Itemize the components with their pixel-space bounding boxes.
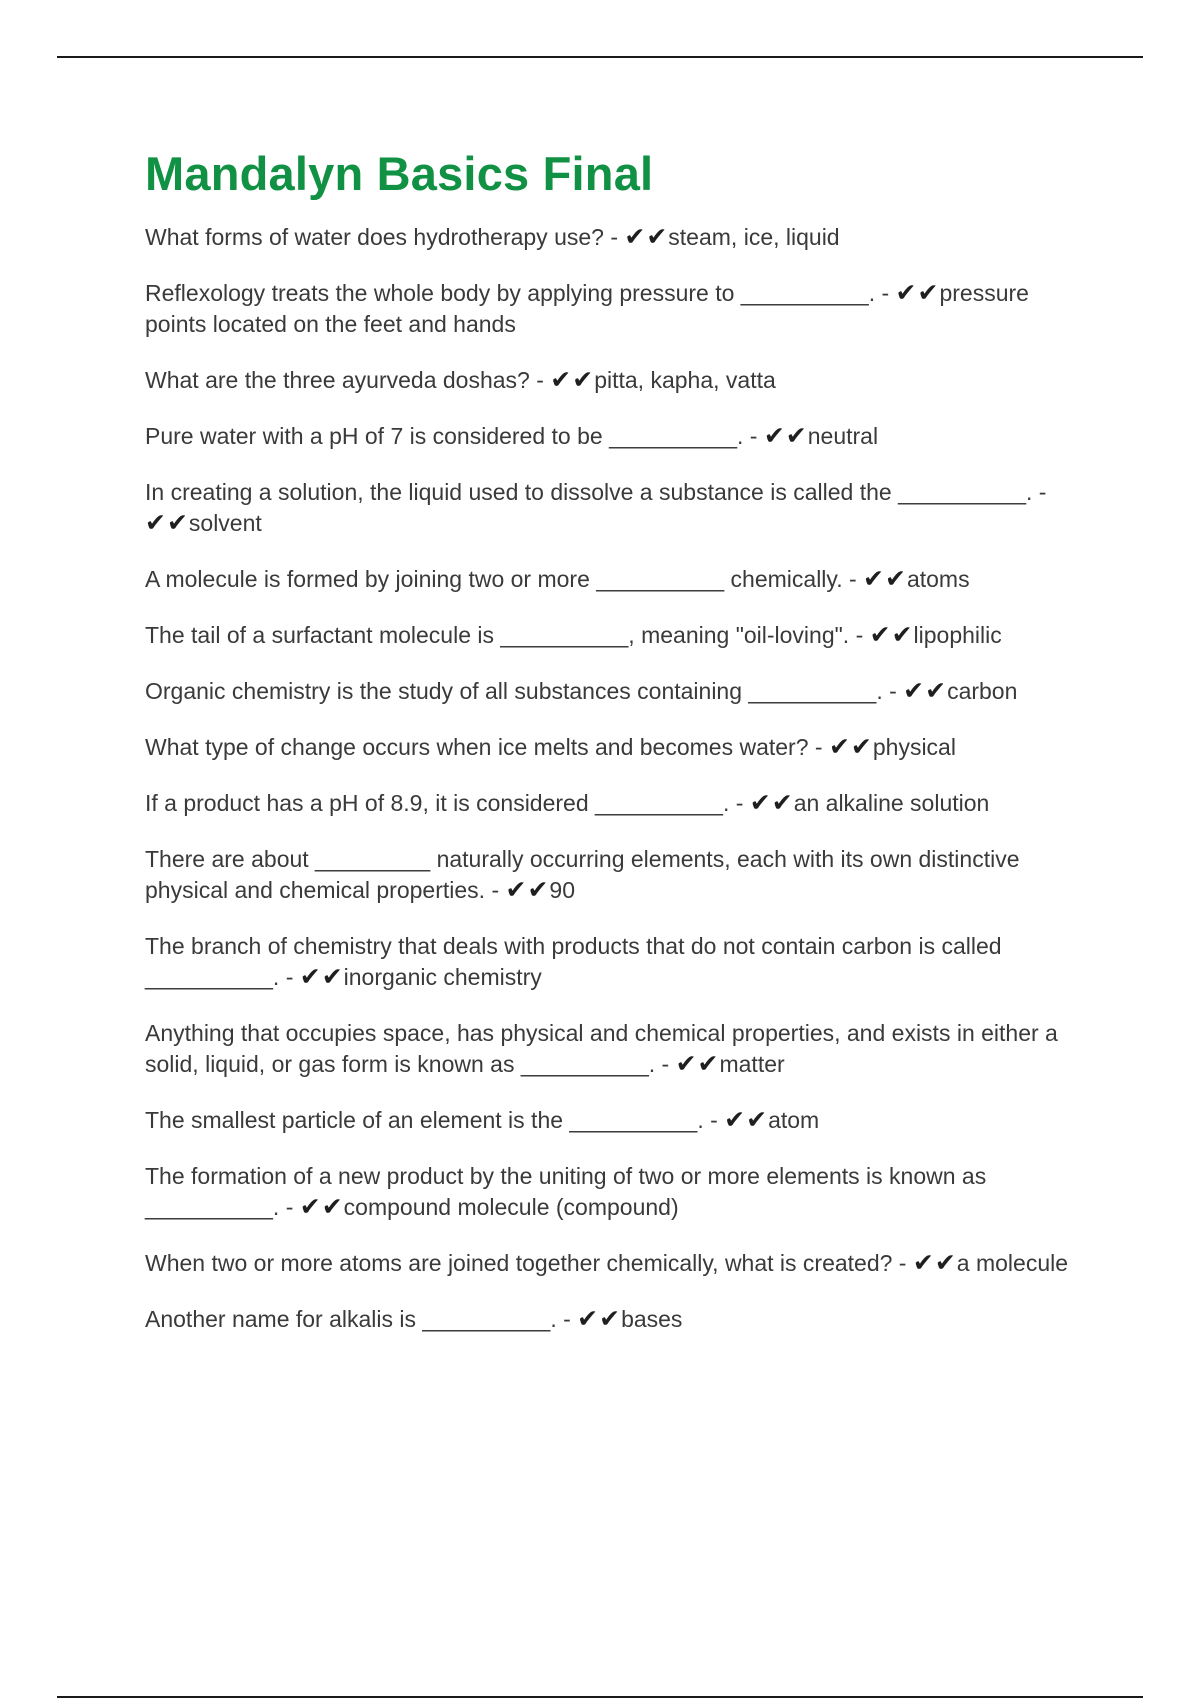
qa-item [145,788,1090,819]
answer-checkmarks [624,224,668,250]
answer-text: a molecule [956,1250,1069,1276]
check-icon: ✔ [550,365,572,394]
answer-text: carbon [947,678,1018,704]
qa-item [145,421,1090,452]
qa-item [145,1304,1090,1335]
check-icon: ✔ [763,421,785,450]
check-icon: ✔ [577,1304,599,1333]
question-text: Pure water with a pH of 7 is considered to be __________. - [145,423,758,449]
answer-checkmarks [300,964,344,990]
check-icon: ✔ [624,222,646,251]
check-icon: ✔ [925,676,947,705]
check-icon: ✔ [675,1049,697,1078]
answer-text: physical [872,734,956,760]
qa-item [145,365,1090,396]
check-icon: ✔ [785,421,807,450]
qa-item [145,1018,1090,1080]
page-title: Mandalyn Basics Final [145,147,654,200]
answer-checkmarks [829,734,873,760]
qa-item [145,278,1090,340]
qa-item [145,1248,1090,1279]
answer-checkmarks [896,280,940,306]
check-icon: ✔ [505,875,527,904]
check-icon: ✔ [527,875,549,904]
question-text: The tail of a surfactant molecule is __________, meaning "oil-loving". - [145,622,864,648]
answer-checkmarks [577,1306,621,1332]
check-icon: ✔ [917,278,939,307]
answer-text: pitta, kapha, vatta [594,367,776,393]
check-icon: ✔ [771,788,793,817]
check-icon: ✔ [895,278,917,307]
check-icon: ✔ [863,564,884,593]
answer-text: steam, ice, liquid [668,224,840,250]
question-text: Another name for alkalis is __________. - [145,1306,571,1332]
answer-checkmarks [764,423,808,449]
check-icon: ✔ [912,1248,934,1277]
qa-item [145,931,1090,993]
answer-checkmarks [903,678,947,704]
question-text: There are about _________ naturally occurring elements, each with its own distinctive physical and chemical properties. - [145,846,1020,903]
check-icon: ✔ [646,222,668,251]
bottom-rule [57,1696,1143,1698]
qa-item [145,564,1090,595]
answer-checkmarks [145,510,189,536]
question-text: What are the three ayurveda doshas? - [145,367,544,393]
qa-item [145,1161,1090,1223]
check-icon: ✔ [903,676,925,705]
answer-text: an alkaline solution [793,790,990,816]
answer-text: atoms [906,566,970,592]
check-icon: ✔ [321,962,343,991]
top-rule [57,56,1143,58]
check-icon: ✔ [746,1105,768,1134]
answer-text: inorganic chemistry [343,964,542,990]
question-text: What forms of water does hydrotherapy use? - [145,224,618,250]
answer-checkmarks [506,877,550,903]
check-icon: ✔ [934,1248,956,1277]
qa-item [145,222,1090,253]
check-icon: ✔ [724,1105,746,1134]
question-text: Organic chemistry is the study of all substances containing __________. - [145,678,897,704]
answer-checkmarks [724,1107,768,1133]
check-icon: ✔ [299,962,321,991]
check-icon: ✔ [321,1192,343,1221]
answer-text: solvent [188,510,262,536]
check-icon: ✔ [145,508,166,537]
question-text: In creating a solution, the liquid used to dissolve a substance is called the __________. - [145,479,1047,505]
check-icon: ✔ [749,788,771,817]
answer-text: matter [719,1051,785,1077]
answer-checkmarks [300,1194,344,1220]
check-icon: ✔ [885,564,906,593]
check-icon: ✔ [850,732,872,761]
check-icon: ✔ [697,1049,719,1078]
answer-checkmarks [676,1051,720,1077]
qa-item [145,844,1090,906]
answer-checkmarks [863,566,907,592]
answer-text: pressure points located on the feet and hands [145,280,1029,337]
answer-checkmarks [550,367,594,393]
qa-item [145,620,1090,651]
question-text: The smallest particle of an element is the __________. - [145,1107,718,1133]
qa-item [145,732,1090,763]
qa-item [145,676,1090,707]
question-text: A molecule is formed by joining two or more __________ chemically. - [145,566,857,592]
check-icon: ✔ [599,1304,621,1333]
answer-text: 90 [549,877,575,903]
question-text: The branch of chemistry that deals with products that do not contain carbon is called __________. - [145,933,1002,990]
qa-item [145,477,1090,539]
question-text: The formation of a new product by the uniting of two or more elements is known as __________. - [145,1163,987,1220]
answer-text: lipophilic [913,622,1002,648]
question-text: If a product has a pH of 8.9, it is considered __________. - [145,790,744,816]
question-text: When two or more atoms are joined together chemically, what is created? - [145,1250,907,1276]
answer-checkmarks [913,1250,957,1276]
answer-text: neutral [807,423,879,449]
check-icon: ✔ [869,620,891,649]
qa-item [145,1105,1090,1136]
answer-text: bases [621,1306,683,1332]
question-text: Anything that occupies space, has physical and chemical properties, and exists in either a solid, liquid, or gas form is known as __________. - [145,1020,1058,1077]
question-text: Reflexology treats the whole body by applying pressure to __________. - [145,280,890,306]
answer-checkmarks [870,622,914,648]
question-text: What type of change occurs when ice melts and becomes water? - [145,734,823,760]
check-icon: ✔ [828,732,850,761]
check-icon: ✔ [572,365,594,394]
check-icon: ✔ [299,1192,321,1221]
document-body [145,146,1090,1360]
check-icon: ✔ [891,620,913,649]
answer-checkmarks [750,790,794,816]
check-icon: ✔ [166,508,188,537]
answer-text: atom [768,1107,820,1133]
answer-text: compound molecule (compound) [343,1194,679,1220]
